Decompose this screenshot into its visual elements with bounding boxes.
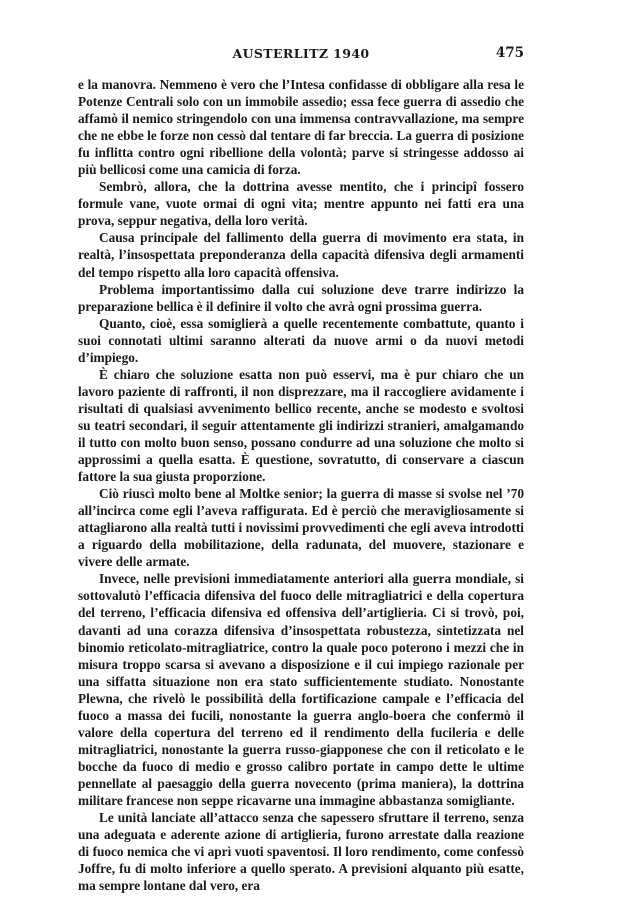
- page-number: 475: [495, 45, 524, 61]
- paragraph: Sembrò, allora, che la dottrina avesse mentito, che i principî fossero formule vane, vuote ormai di ogni vita; mentre appunto nei fatti era una prova, seppur negativa, della loro verità.: [78, 179, 524, 229]
- paragraph: Invece, nelle previsioni immediatamente anteriori alla guerra mondiale, si sottovalutò l’efficacia difensiva del fuoco delle mitragliatrici e della copertura del terreno, l’efficacia difensiva ed offensiva dell’artiglieria. Ci si trovò, poi, davanti ad una corazza difensiva d’insospettata robustezza, sintetizzata nel binomio reticolato-mitragliatrice, contro la quale poco poterono i mezzi che in misura troppo scarsa si avevano a disposizione e il cui impiego razionale per una siffatta situazione non era stato sufficientemente studiato. Nonostante Plewna, che rivelò le possibilità della fortificazione campale e l’efficacia del fuoco a massa dei fucili, nonostante la guerra anglo-boera che confermò il valore della copertura del terreno ed il rendimento della fucileria e delle mitragliatrici, nonostante la guerra russo-giapponese che con il reticolato e le bocche da fuoco di medio e grosso calibro portate in campo dette le ultime pennellate al paesaggio della guerra novecento (prima maniera), la dottrina militare francese non seppe ricavarne una immagine abbastanza somigliante.: [78, 571, 524, 808]
- paragraph: Quanto, cioè, essa somiglierà a quelle recentemente combattute, quanto i suoi connotati ultimi saranno alterati da nuove armi o da nuovi metodi d’impiego.: [78, 315, 524, 365]
- paragraph: Problema importantissimo dalla cui soluzione deve trarre indirizzo la preparazione bellica è il definire il volto che avrà ogni prossima guerra.: [78, 281, 524, 314]
- paragraph: e la manovra. Nemmeno è vero che l’Intesa confidasse di obbligare alla resa le Potenze Centrali solo con un immobile assedio; essa fece guerra di assedio che affamò il nemico stringendolo con una immensa contravvallazione, ma sempre che ne ebbe le forze non cessò dal tentare di far breccia. La guerra di posizione fu inflitta contro ogni ribellione della volontà; parve si stringesse addosso ai più bellicosi come una camicia di forza.: [78, 77, 524, 178]
- body-text: [78, 76, 524, 894]
- paragraph: È chiaro che soluzione esatta non può esservi, ma è pur chiaro che un lavoro paziente di raffronti, il non disprezzare, ma il raccogliere avidamente i risultati di qualsiasi avvenimento bellico recente, anche se modesto e svoltosi su teatri secondari, il seguir attentamente gli indirizzi stranieri, amalgamando il tutto con molto buon senso, possano condurre ad una soluzione che molto si approssimi a quella esatta. È questione, sovratutto, di conservare a ciascun fattore la sua giusta proporzione.: [78, 366, 524, 485]
- running-title: AUSTERLITZ 1940: [232, 46, 370, 61]
- paragraph: Causa principale del fallimento della guerra di movimento era stata, in realtà, l’insospettata preponderanza della capacità difensiva degli armamenti del tempo rispetto alla loro capacità offensiva.: [78, 230, 524, 280]
- page-header: [78, 46, 524, 66]
- paragraph: Ciò riuscì molto bene al Moltke senior; la guerra di masse si svolse nel ’70 all’incirca come egli l’aveva raffigurata. Ed è perciò che meravigliosamente si attagliarono alla realtà tutti i novissimi provvedimenti che egli aveva introdotti a riguardo della mobilitazione, della radunata, del muovere, stazionare e vivere delle armate.: [78, 486, 524, 570]
- paragraph: Le unità lanciate all’attacco senza che sapessero sfruttare il terreno, senza una adeguata e aderente azione di artiglieria, furono arrestate dalla reazione di fuoco nemica che vi aprì vuoti spaventosi. Il loro rendimento, come confessò Joffre, fu di molto inferiore a quello sperato. A previsioni alquanto più esatte, ma sempre lontane dal vero, era: [78, 810, 524, 894]
